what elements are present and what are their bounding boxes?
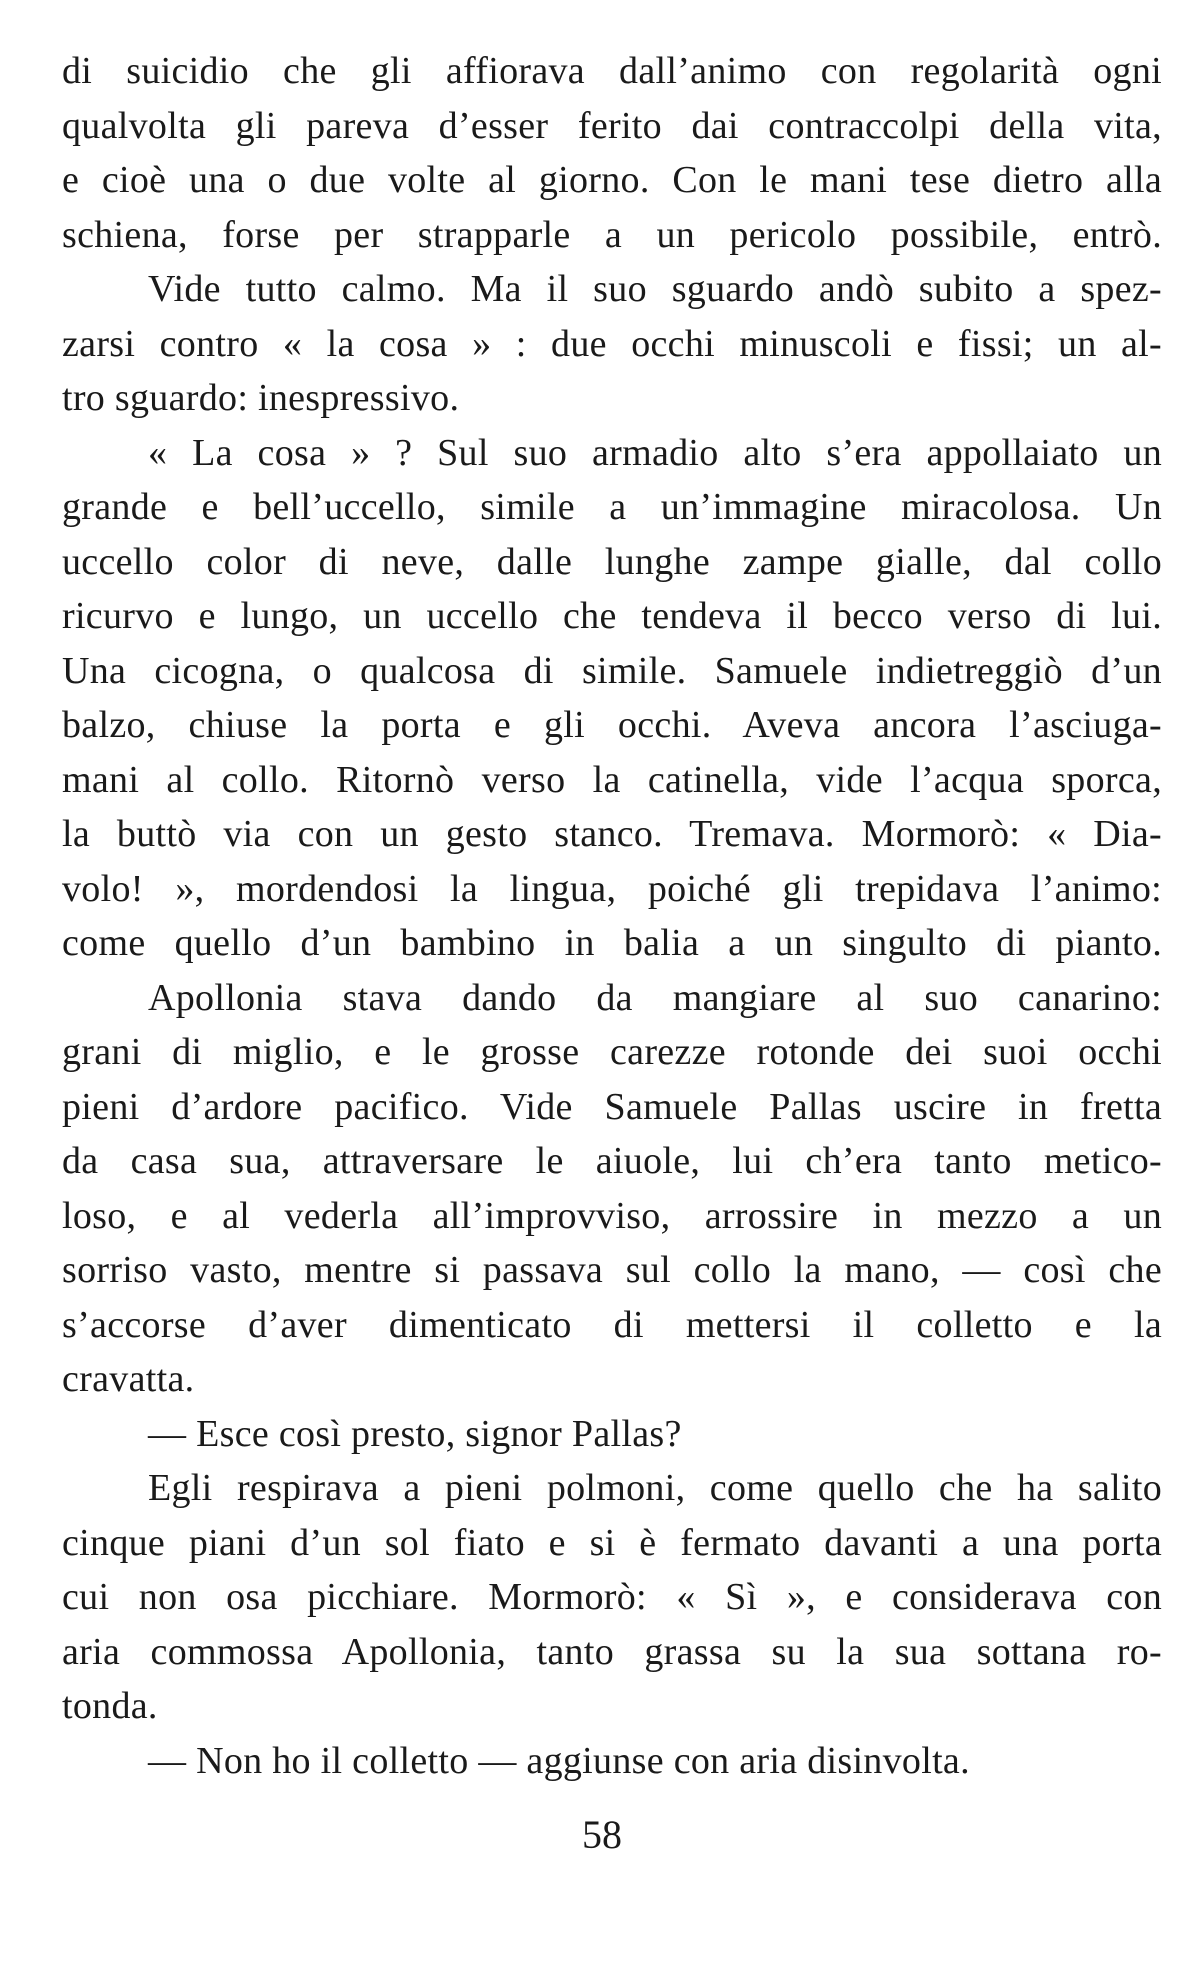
text-line: grande e bell’uccello, simile a un’immagine miracolosa. Un [62,486,1162,528]
text-line: ricurvo e lungo, un uccello che tendeva il becco verso di lui. [62,595,1162,637]
text-line: cinque piani d’un sol fiato e si è fermato davanti a una porta [62,1521,1162,1564]
text-line: schiena, forse per strapparle a un pericolo possibile, entrò. [62,213,1162,256]
text-line: volo! », mordendosi la lingua, poiché gli trepidava l’animo: [62,867,1162,910]
text-line: Una cicogna, o qualcosa di simile. Samuele indietreggiò d’un [62,649,1162,692]
text-line: e cioè una o due volte al giorno. Con le mani tese dietro alla [62,159,1162,201]
text-line: uccello color di neve, dalle lunghe zampe gialle, dal collo [62,540,1162,583]
text-line: grani di miglio, e le grosse carezze rotonde dei suoi occhi [62,1031,1162,1073]
text-line: come quello d’un bambino in balia a un singulto di pianto. [62,922,1162,964]
text-line: mani al collo. Ritornò verso la catinella, vide l’acqua sporca, [62,758,1162,801]
text-line: s’accorse d’aver dimenticato di mettersi il colletto e la [62,1303,1162,1346]
text-line: cui non osa picchiare. Mormorò: « Sì », e considerava con [62,1576,1162,1618]
text-line: pieni d’ardore pacifico. Vide Samuele Pallas uscire in fretta [62,1085,1162,1128]
text-line: « La cosa » ? Sul suo armadio alto s’era appollaiato un [148,431,1162,474]
text-line: da casa sua, attraversare le aiuole, lui ch’era tanto metico- [62,1140,1162,1182]
text-line: loso, e al vederla all’improvviso, arrossire in mezzo a un [62,1194,1162,1237]
text-line: Apollonia stava dando da mangiare al suo canarino: [148,976,1162,1019]
text-line: Egli respirava a pieni polmoni, come quello che ha salito [148,1467,1162,1509]
text-line: Vide tutto calmo. Ma il suo sguardo andò subito a spez- [148,268,1162,310]
text-line: di suicidio che gli affiorava dall’animo con regolarità ogni [62,50,1162,92]
text-line: — Non ho il colletto — aggiunse con aria disinvolta. [148,1739,970,1782]
text-line: — Esce così presto, signor Pallas? [148,1412,682,1455]
text-line: balzo, chiuse la porta e gli occhi. Aveva ancora l’asciuga- [62,704,1162,746]
page-body [62,44,1162,1788]
text-line: la buttò via con un gesto stanco. Tremava. Mormorò: « Dia- [62,813,1162,855]
text-line: zarsi contro « la cosa » : due occhi minuscoli e fissi; un al- [62,322,1162,365]
text-line: aria commossa Apollonia, tanto grassa su la sua sottana ro- [62,1630,1162,1673]
text-line: sorriso vasto, mentre si passava sul collo la mano, — così che [62,1249,1162,1291]
page-number: 58 [582,1812,622,1857]
text-line: qualvolta gli pareva d’esser ferito dai contraccolpi della vita, [62,104,1162,147]
text-line: tro sguardo: inespressivo. [62,377,460,419]
text-line: tonda. [62,1685,158,1727]
text-line: cravatta. [62,1358,195,1400]
